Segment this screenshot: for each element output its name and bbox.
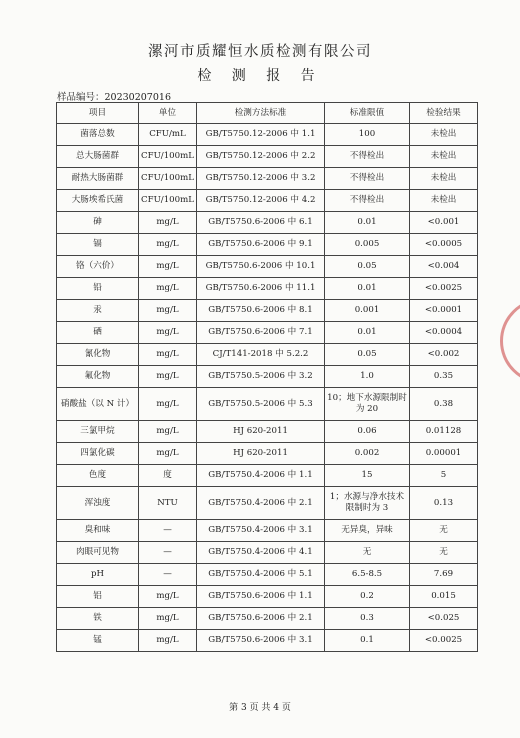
row-method-cell: GB/T5750.12-2006 中 2.2 <box>197 146 325 168</box>
row-method-cell: GB/T5750.6-2006 中 3.1 <box>197 630 325 652</box>
row-method-cell: GB/T5750.6-2006 中 9.1 <box>197 234 325 256</box>
row-method-cell: GB/T5750.6-2006 中 6.1 <box>197 212 325 234</box>
row-unit-cell: CFU/100mL <box>139 190 197 212</box>
row-limit-cell: 0.01 <box>325 212 410 234</box>
row-method-cell: GB/T5750.6-2006 中 7.1 <box>197 322 325 344</box>
row-item-cell: 臭和味 <box>57 520 139 542</box>
row-item-cell: 菌落总数 <box>57 124 139 146</box>
row-result-cell: 0.13 <box>410 487 478 520</box>
table-header-row <box>57 103 478 124</box>
row-result-cell: 未检出 <box>410 146 478 168</box>
row-result-cell: <0.0001 <box>410 300 478 322</box>
row-result-cell: <0.001 <box>410 212 478 234</box>
row-result-cell: 未检出 <box>410 190 478 212</box>
row-item-cell: 色度 <box>57 465 139 487</box>
table-row <box>57 212 478 234</box>
table-row <box>57 421 478 443</box>
row-limit-cell: 不得检出 <box>325 146 410 168</box>
row-method-cell: CJ/T141-2018 中 5.2.2 <box>197 344 325 366</box>
row-method-cell: GB/T5750.5-2006 中 5.3 <box>197 388 325 421</box>
row-unit-cell: CFU/mL <box>139 124 197 146</box>
row-item-cell: 肉眼可见物 <box>57 542 139 564</box>
row-limit-cell: 15 <box>325 465 410 487</box>
table-row <box>57 542 478 564</box>
row-limit-cell: 0.05 <box>325 256 410 278</box>
table-row <box>57 124 478 146</box>
row-item-cell: 浑浊度 <box>57 487 139 520</box>
row-method-cell: GB/T5750.12-2006 中 3.2 <box>197 168 325 190</box>
row-limit-cell: 10；地下水源限制时为 20 <box>325 388 410 421</box>
row-result-cell: <0.025 <box>410 608 478 630</box>
sample-number: 样品编号：20230207016 <box>57 92 171 103</box>
row-result-cell: 无 <box>410 542 478 564</box>
row-item-cell: 汞 <box>57 300 139 322</box>
row-limit-cell: 0.06 <box>325 421 410 443</box>
column-header-limit: 标准限值 <box>325 103 410 124</box>
row-limit-cell: 0.3 <box>325 608 410 630</box>
report-title: 检 测 报 告 <box>197 68 323 84</box>
row-item-cell: 三氯甲烷 <box>57 421 139 443</box>
column-header-method: 检测方法标准 <box>197 103 325 124</box>
table-row <box>57 344 478 366</box>
table-row <box>57 586 478 608</box>
row-method-cell: GB/T5750.12-2006 中 4.2 <box>197 190 325 212</box>
row-item-cell: 大肠埃希氏菌 <box>57 190 139 212</box>
table-row <box>57 278 478 300</box>
table-row <box>57 443 478 465</box>
row-result-cell: 未检出 <box>410 168 478 190</box>
page-number: 第 3 页 共 4 页 <box>229 703 291 713</box>
row-limit-cell: 100 <box>325 124 410 146</box>
row-limit-cell: 0.001 <box>325 300 410 322</box>
row-result-cell: 无 <box>410 520 478 542</box>
row-item-cell: pH <box>57 564 139 586</box>
row-item-cell: 铬（六价） <box>57 256 139 278</box>
row-item-cell: 镉 <box>57 234 139 256</box>
row-limit-cell: 1；水源与净水技术限制时为 3 <box>325 487 410 520</box>
row-method-cell: GB/T5750.4-2006 中 2.1 <box>197 487 325 520</box>
row-item-cell: 氰化物 <box>57 344 139 366</box>
row-unit-cell: mg/L <box>139 344 197 366</box>
row-item-cell: 硒 <box>57 322 139 344</box>
row-result-cell: <0.0004 <box>410 322 478 344</box>
row-unit-cell: — <box>139 542 197 564</box>
table-row <box>57 168 478 190</box>
row-limit-cell: 0.2 <box>325 586 410 608</box>
row-unit-cell: mg/L <box>139 322 197 344</box>
row-unit-cell: mg/L <box>139 256 197 278</box>
table-body <box>57 124 478 652</box>
table-row <box>57 146 478 168</box>
row-method-cell: GB/T5750.4-2006 中 3.1 <box>197 520 325 542</box>
row-unit-cell: mg/L <box>139 630 197 652</box>
row-unit-cell: CFU/100mL <box>139 146 197 168</box>
red-seal-stamp <box>500 298 520 384</box>
row-item-cell: 四氯化碳 <box>57 443 139 465</box>
table-row <box>57 190 478 212</box>
row-limit-cell: 6.5-8.5 <box>325 564 410 586</box>
table-row <box>57 608 478 630</box>
row-result-cell: <0.0005 <box>410 234 478 256</box>
row-result-cell: <0.002 <box>410 344 478 366</box>
row-item-cell: 铁 <box>57 608 139 630</box>
row-result-cell: 0.38 <box>410 388 478 421</box>
table-row <box>57 487 478 520</box>
row-item-cell: 铝 <box>57 586 139 608</box>
row-unit-cell: mg/L <box>139 234 197 256</box>
column-header-item: 项目 <box>57 103 139 124</box>
row-result-cell: 0.01128 <box>410 421 478 443</box>
row-limit-cell: 无异臭，异味 <box>325 520 410 542</box>
row-limit-cell: 0.005 <box>325 234 410 256</box>
row-limit-cell: 不得检出 <box>325 190 410 212</box>
row-unit-cell: mg/L <box>139 212 197 234</box>
row-method-cell: GB/T5750.4-2006 中 5.1 <box>197 564 325 586</box>
column-header-unit: 单位 <box>139 103 197 124</box>
test-results-table <box>56 102 478 652</box>
row-result-cell: <0.0025 <box>410 278 478 300</box>
row-result-cell: <0.0025 <box>410 630 478 652</box>
row-unit-cell: mg/L <box>139 388 197 421</box>
row-result-cell: 0.015 <box>410 586 478 608</box>
row-item-cell: 锰 <box>57 630 139 652</box>
row-result-cell: 0.35 <box>410 366 478 388</box>
table-row <box>57 322 478 344</box>
row-method-cell: GB/T5750.6-2006 中 10.1 <box>197 256 325 278</box>
row-item-cell: 硝酸盐（以 N 计） <box>57 388 139 421</box>
row-unit-cell: mg/L <box>139 300 197 322</box>
row-result-cell: 7.69 <box>410 564 478 586</box>
table-row <box>57 234 478 256</box>
row-method-cell: GB/T5750.4-2006 中 1.1 <box>197 465 325 487</box>
row-limit-cell: 无 <box>325 542 410 564</box>
row-unit-cell: CFU/100mL <box>139 168 197 190</box>
table-row <box>57 300 478 322</box>
row-unit-cell: 度 <box>139 465 197 487</box>
row-method-cell: GB/T5750.6-2006 中 1.1 <box>197 586 325 608</box>
row-method-cell: GB/T5750.6-2006 中 8.1 <box>197 300 325 322</box>
row-limit-cell: 0.01 <box>325 322 410 344</box>
row-method-cell: HJ 620-2011 <box>197 421 325 443</box>
row-unit-cell: mg/L <box>139 443 197 465</box>
table-row <box>57 564 478 586</box>
row-limit-cell: 0.002 <box>325 443 410 465</box>
row-item-cell: 耐热大肠菌群 <box>57 168 139 190</box>
row-limit-cell: 不得检出 <box>325 168 410 190</box>
table-row <box>57 366 478 388</box>
row-limit-cell: 0.01 <box>325 278 410 300</box>
row-method-cell: GB/T5750.5-2006 中 3.2 <box>197 366 325 388</box>
column-header-result: 检验结果 <box>410 103 478 124</box>
table-row <box>57 520 478 542</box>
company-name: 漯河市质耀恒水质检测有限公司 <box>148 44 372 60</box>
row-item-cell: 氟化物 <box>57 366 139 388</box>
row-unit-cell: mg/L <box>139 366 197 388</box>
row-method-cell: GB/T5750.4-2006 中 4.1 <box>197 542 325 564</box>
row-unit-cell: mg/L <box>139 278 197 300</box>
table-row <box>57 630 478 652</box>
row-item-cell: 铅 <box>57 278 139 300</box>
row-unit-cell: — <box>139 520 197 542</box>
row-result-cell: 未检出 <box>410 124 478 146</box>
row-limit-cell: 0.1 <box>325 630 410 652</box>
row-unit-cell: mg/L <box>139 608 197 630</box>
row-method-cell: GB/T5750.6-2006 中 11.1 <box>197 278 325 300</box>
row-unit-cell: mg/L <box>139 586 197 608</box>
row-item-cell: 砷 <box>57 212 139 234</box>
row-result-cell: 0.00001 <box>410 443 478 465</box>
row-method-cell: HJ 620-2011 <box>197 443 325 465</box>
row-result-cell: 5 <box>410 465 478 487</box>
row-item-cell: 总大肠菌群 <box>57 146 139 168</box>
row-result-cell: <0.004 <box>410 256 478 278</box>
row-limit-cell: 1.0 <box>325 366 410 388</box>
row-limit-cell: 0.05 <box>325 344 410 366</box>
row-unit-cell: — <box>139 564 197 586</box>
row-unit-cell: NTU <box>139 487 197 520</box>
row-method-cell: GB/T5750.12-2006 中 1.1 <box>197 124 325 146</box>
row-method-cell: GB/T5750.6-2006 中 2.1 <box>197 608 325 630</box>
table-row <box>57 465 478 487</box>
table-row <box>57 256 478 278</box>
table-row <box>57 388 478 421</box>
row-unit-cell: mg/L <box>139 421 197 443</box>
